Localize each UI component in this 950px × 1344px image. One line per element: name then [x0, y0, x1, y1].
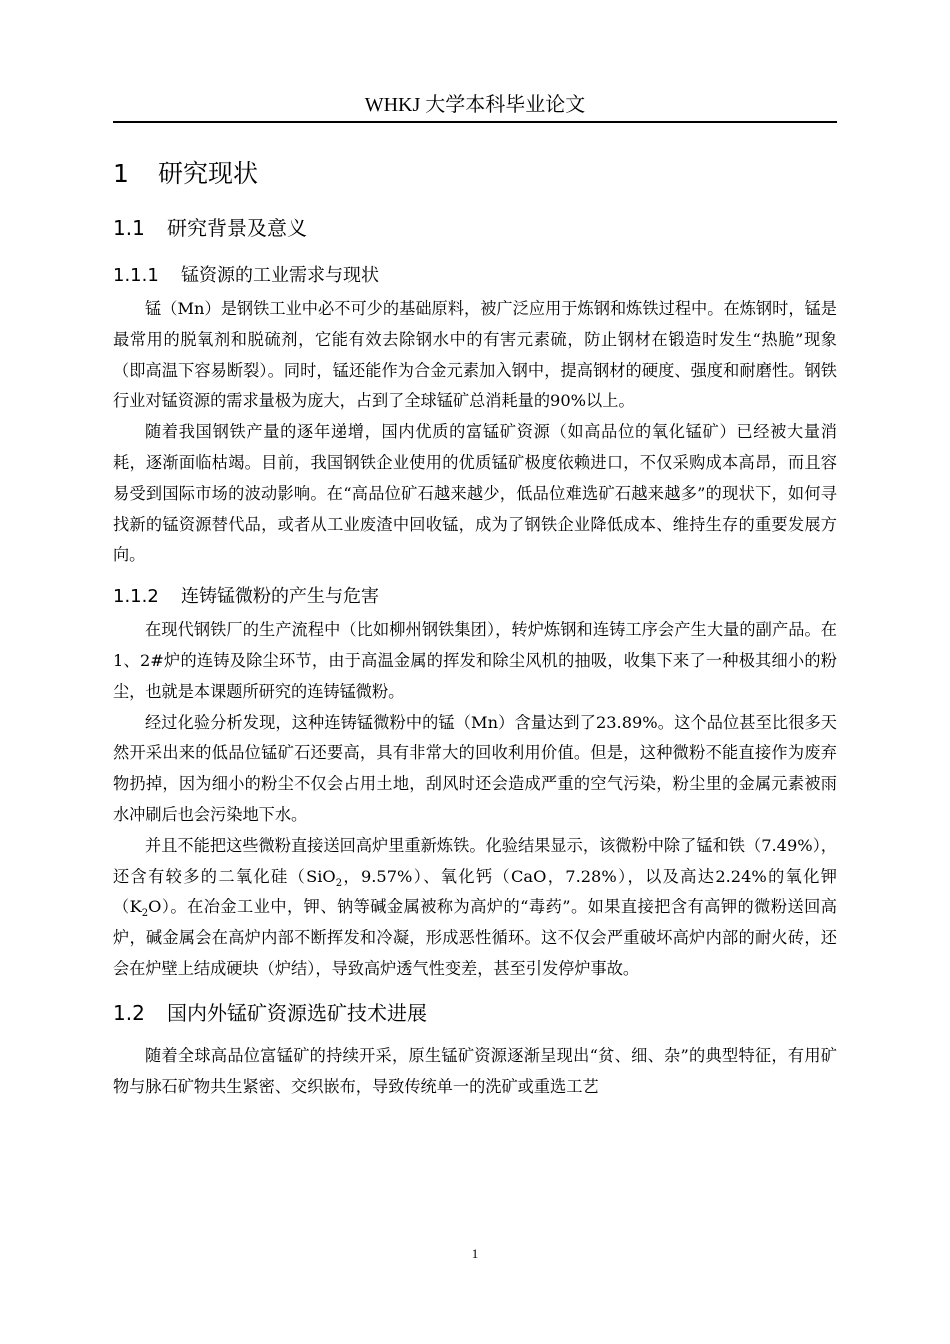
- paragraph: 锰（Mn）是钢铁工业中必不可少的基础原料，被广泛应用于炼钢和炼铁过程中。在炼钢时，锰是最常用的脱氧剂和脱硫剂，它能有效去除钢水中的有害元素硫，防止钢材在锻造时发生“热脆”现象（即高温下容易断裂）。同时，锰还能作为合金元素加入钢中，提高钢材的硬度、强度和耐磨性。钢铁行业对锰资源的需求量极为庞大，占到了全球锰矿总消耗量的90%以上。: [113, 299, 837, 411]
- section-heading-1-2: [113, 995, 837, 1031]
- paragraph-with-formulas: [113, 831, 837, 985]
- subscript: 2: [335, 877, 343, 889]
- subscript: 2: [141, 908, 149, 920]
- text-run: ，9.57%）、氧化钙（CaO，7.28%），以及高达2.24%的氧化钾（K: [113, 866, 837, 917]
- subsection-title: 连铸锰微粉的产生与危害: [181, 586, 379, 608]
- paragraph: 随着全球高品位富锰矿的持续开采，原生锰矿资源逐渐呈现出“贫、细、杂”的典型特征，有用矿物与脉石矿物共生紧密、交织嵌布，导致传统单一的洗矿或重选工艺: [113, 1045, 837, 1096]
- subsection-number: 1.1.1: [113, 265, 159, 286]
- subsection-heading-1-1-1: [113, 260, 837, 292]
- chapter-heading: [113, 152, 837, 196]
- running-header: WHKJ 大学本科毕业论文: [364, 94, 586, 116]
- chapter-number: 1: [113, 159, 129, 188]
- section-title: 国内外锰矿资源选矿技术进展: [167, 1000, 427, 1025]
- text-run: 并且不能把这些微粉直接送回高炉里重新炼铁。化验结果显示，该微粉中除了锰和铁（7.49%），还含有较多的二氧化硅（SiO: [113, 835, 837, 886]
- text-run: O）。在冶金工业中，钾、钠等碱金属被称为高炉的“毒药”。如果直接把含有高钾的微粉送回高炉，碱金属会在高炉内部不断挥发和冷凝，形成恶性循环。这不仅会严重破坏高炉内部的耐火砖，还会在炉壁上结成硬块（炉结），导致高炉透气性变差，甚至引发停炉事故。: [113, 897, 837, 978]
- section-number: 1.2: [113, 1000, 145, 1025]
- section-title: 研究背景及意义: [167, 216, 307, 240]
- subsection-heading-1-1-2: [113, 581, 837, 613]
- page-number: 1: [471, 1246, 479, 1261]
- page-content: [113, 152, 837, 1102]
- section-heading-1-1: [113, 210, 837, 246]
- chapter-title: 研究现状: [158, 159, 259, 188]
- subsection-title: 锰资源的工业需求与现状: [181, 265, 379, 286]
- subsection-number: 1.1.2: [113, 586, 159, 608]
- paragraph: 经过化验分析发现，这种连铸锰微粉中的锰（Mn）含量达到了23.89%。这个品位甚至比很多天然开采出来的低品位锰矿石还要高，具有非常大的回收利用价值。但是，这种微粉不能直接作为废弃物扔掉，因为细小的粉尘不仅会占用土地，刮风时还会造成严重的空气污染，粉尘里的金属元素被雨水冲刷后也会污染地下水。: [113, 712, 837, 824]
- paragraph: 在现代钢铁厂的生产流程中（比如柳州钢铁集团），转炉炼钢和连铸工序会产生大量的副产品。在1、2#炉的连铸及除尘环节，由于高温金属的挥发和除尘风机的抽吸，收集下来了一种极其细小的粉尘，也就是本课题所研究的连铸锰微粉。: [113, 620, 837, 701]
- section-number: 1.1: [113, 216, 145, 240]
- paragraph: 随着我国钢铁产量的逐年递增，国内优质的富锰矿资源（如高品位的氧化锰矿）已经被大量消耗，逐渐面临枯竭。目前，我国钢铁企业使用的优质锰矿极度依赖进口，不仅采购成本高昂，而且容易受到国际市场的波动影响。在“高品位矿石越来越少，低品位难选矿石越来越多”的现状下，如何寻找新的锰资源替代品，或者从工业废渣中回收锰，成为了钢铁企业降低成本、维持生存的重要发展方向。: [113, 422, 837, 565]
- header-rule: [113, 121, 837, 123]
